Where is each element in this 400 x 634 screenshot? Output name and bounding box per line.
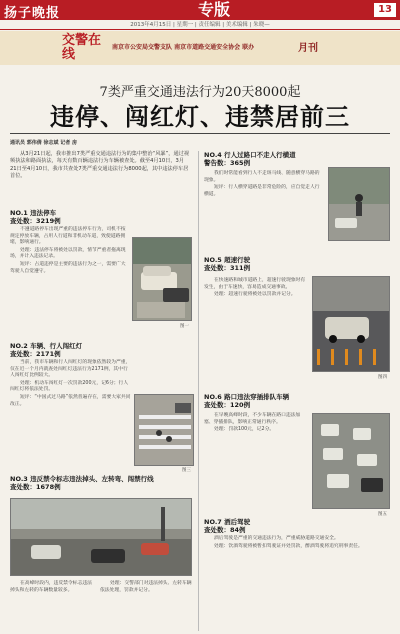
item-title: NO.1 违法停车 [10, 209, 57, 217]
article-headline: 违停、闯红灯、违禁居前三 [50, 103, 350, 131]
item-count: 查处数：2171例 [10, 350, 61, 358]
item-paragraph: 处理：机动车闯红灯一次罚款200元，记6分；行人闯红灯将依法处罚。 [10, 380, 129, 393]
photo-queue-cutting [312, 413, 390, 509]
item-no6 [204, 393, 390, 409]
newspaper-logo: 扬子晚报 [4, 6, 61, 21]
item-no4-body [204, 169, 324, 199]
dateline: 2013年4月15日 | 星期一 | 责任编辑 | 美术编辑 | 朱晓— [0, 20, 400, 30]
item-paragraph: 在快速路和城市道路上，超速行驶现象时有发生，由于车速快，容易造成交通事故。 [204, 278, 306, 290]
item-paragraph: 不遵道路停车出现严重的违法停车行为，司机不按规定停放车辆，占用人行道和非机动车道，致使道路拥堵，影响通行。 [10, 227, 126, 246]
column-divider [198, 151, 199, 631]
supplement-monthly: 月刊 [298, 43, 318, 54]
item-title: NO.5 超速行驶 [204, 256, 251, 264]
article-lead: 从3月21日起，我市推出7类严重交通违法行为的集中整治“风暴”，通过视频执法和路面执法，每天有数百辆违法行为车辆被查处。截至4月10日，3月21日至4月10日，我市共查处7类严重交通违法行为8000起，其中违法停车居首位。 [10, 151, 190, 180]
photo-caption: 图一 [180, 324, 189, 329]
item-count: 查处数：120例 [204, 401, 251, 409]
item-paragraph: 短评：行人横穿道路是非常危险的，应自觉走人行横道。 [204, 185, 320, 197]
photo-caption: 图五 [378, 512, 387, 517]
item-body [10, 360, 132, 408]
item-paragraph: 短评：占道违停是主要的违法行为之一，需要广大驾驶人自觉遵守。 [10, 261, 126, 274]
item-count: 查处数：311例 [204, 264, 251, 272]
item-body [10, 581, 96, 594]
item-body [204, 278, 308, 299]
item-title: NO.3 违反禁令标志违法掉头、左转弯、闯禁行线 [10, 475, 154, 483]
item-count: 查处数：3219例 [10, 217, 61, 225]
item-count: 警告数：365例 [204, 159, 251, 167]
item-paragraph: 我们时常能看到行人不走斑马线、随意横穿马路的现象。 [204, 171, 320, 183]
photo-red-light-crossing [134, 394, 194, 466]
item-paragraph: 处理：饮酒驾驶将被暂扣驾驶证并处罚款，醉酒驾驶将追究刑事责任。 [214, 543, 363, 549]
item-paragraph: 处理：交警部门对违法掉头、左转车辆依法处理，罚款并记分。 [100, 581, 192, 593]
item-no1 [10, 209, 128, 276]
item-count: 查处数：1678例 [10, 483, 61, 491]
item-paragraph: 处理：违法停车将被处以罚款，情节严重者拖离现场，并计入违法记录。 [10, 247, 126, 260]
item-body [204, 413, 308, 434]
item-paragraph: 短评：“中国式过马路”依然普遍存在，需要大家共同改正。 [10, 394, 131, 407]
section-title: 专版 [197, 0, 230, 19]
item-title: NO.6 路口违法穿插排队车辆 [204, 393, 290, 401]
item-title: NO.4 行人过路口不走人行横道 [204, 151, 296, 159]
page-number: 13 [374, 3, 396, 17]
photo-speeding [312, 276, 390, 372]
item-title: NO.2 车辆、行人闯红灯 [10, 342, 83, 350]
item-no5 [204, 256, 390, 272]
article-deck: 7类严重交通违法行为20天8000起 [99, 85, 301, 100]
item-paragraph: 处理：超速行驶将被处以罚款并记分。 [214, 292, 296, 298]
supplement-logo: 交警在线 [62, 33, 102, 62]
item-body [204, 171, 324, 198]
photo-illegal-turn [10, 498, 192, 576]
article-byline: 通讯员 郭伟倩 徐志斌 记者 房 [10, 140, 77, 146]
photo-caption: 图四 [378, 375, 387, 380]
photo-pedestrian [328, 167, 390, 241]
headline-rule [10, 133, 390, 134]
item-paragraph: 在高峰时段内，违反禁令标志违法掉头和左转的车辆数量较多。 [10, 581, 92, 593]
item-paragraph: 处理：罚款100元，记2分。 [214, 427, 275, 433]
item-count: 查处数：84例 [204, 526, 246, 534]
item-no4 [204, 151, 390, 167]
item-body [10, 227, 128, 275]
item-no3-body-b [100, 579, 192, 595]
item-no3-body-a [10, 579, 96, 595]
item-no5-body [204, 276, 308, 300]
item-body [204, 536, 390, 550]
item-no6-body [204, 411, 308, 435]
photo-illegal-parking [132, 237, 192, 321]
item-paragraph: 在早晚高峰时段，不少车辆在路口违法加塞、穿插排队，影响正常通行秩序。 [204, 413, 301, 425]
item-title: NO.7 酒后驾驶 [204, 518, 251, 526]
item-paragraph: 酒后驾驶是严重的交通违法行为，严重威胁道路交通安全。 [214, 536, 339, 541]
item-no3 [10, 475, 192, 491]
item-body [100, 581, 192, 594]
photo-caption: 图三 [182, 468, 191, 473]
supplement-sponsors: 南京市公安局交警支队 南京市道路交通安全协会 联办 [112, 44, 255, 51]
item-no7 [204, 518, 390, 551]
item-paragraph: 当前，我市车辆和行人闯红灯的现象依然较为严重，仅在近一个月内就查处闯红灯违法行为2171例，其中行人闯红灯比例较大。 [10, 360, 131, 379]
item-no2 [10, 342, 132, 409]
